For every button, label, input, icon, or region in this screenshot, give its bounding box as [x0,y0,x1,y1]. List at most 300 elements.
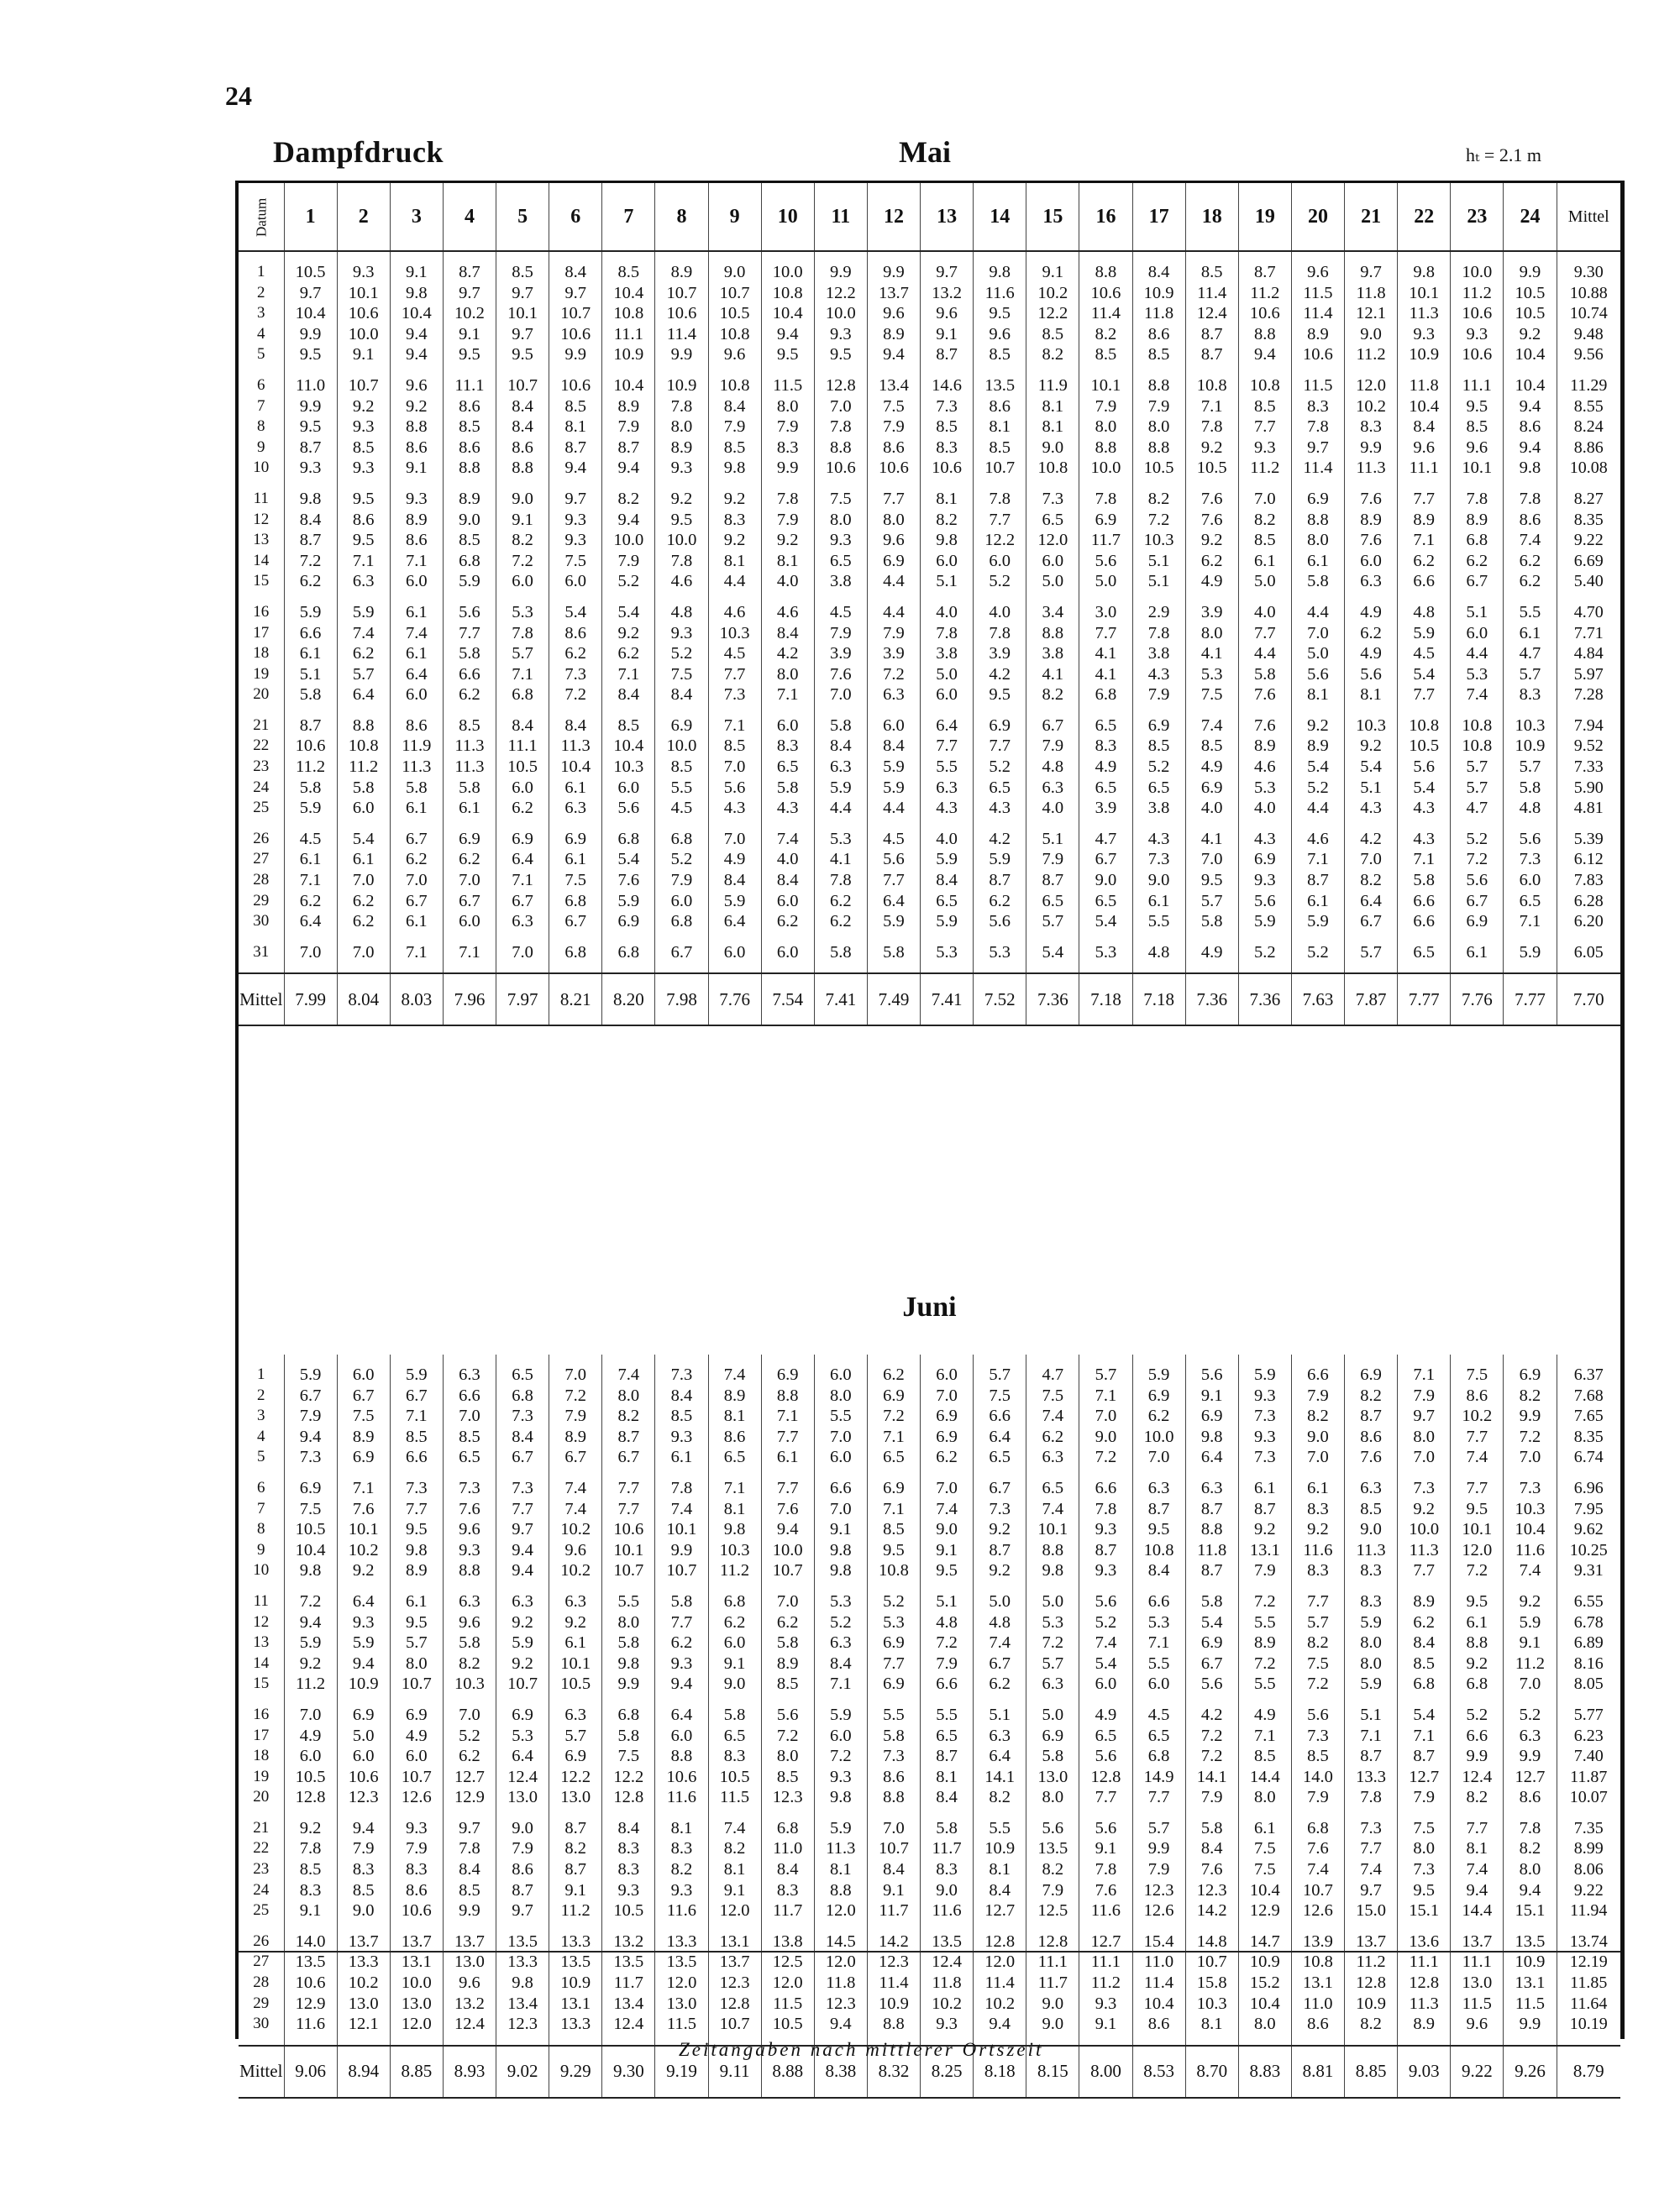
value-cell: 9.9 [655,344,708,365]
value-cell: 7.7 [867,489,920,510]
row-mittel-cell: 9.22 [1573,1880,1604,1900]
value-cell: 13.0 [496,1787,549,1808]
value-cell: 5.8 [708,1705,761,1726]
value-cell: 8.4 [1398,417,1451,438]
value-cell: 6.2 [814,891,867,912]
value-cell: 8.1 [1451,1838,1504,1859]
value-cell: 6.2 [655,1633,708,1654]
value-cell: 11.1 [1451,375,1504,396]
value-cell: 13.7 [337,1932,390,1953]
value-cell: 8.2 [921,510,974,531]
day-cell: 25 [239,798,284,819]
value-cell: 5.9 [602,891,655,912]
value-cell: 6.5 [1026,891,1079,912]
value-cell: 9.2 [337,396,390,417]
value-cell: 11.3 [1345,458,1398,479]
value-cell: 9.3 [549,530,602,551]
value-cell: 5.5 [1238,1674,1291,1695]
spacer-row [239,1695,1620,1705]
value-cell: 8.6 [443,396,496,417]
value-cell: 6.9 [1451,911,1504,932]
hour-header: 14 [974,183,1026,251]
value-cell: 11.1 [1451,1952,1504,1973]
hour-header: 18 [1185,183,1238,251]
day-cell: 27 [239,849,284,870]
row-mittel-cell: 8.35 [1573,510,1604,529]
value-cell: 9.1 [708,1654,761,1675]
value-cell: 4.3 [1132,664,1185,685]
value-cell: 13.5 [496,1932,549,1953]
value-cell: 5.2 [814,1612,867,1633]
value-cell: 8.8 [390,417,443,438]
row-mittel-cell: 8.86 [1573,438,1604,457]
value-cell: 9.6 [1291,262,1344,283]
value-cell: 4.4 [1451,643,1504,664]
value-cell: 4.8 [1504,798,1557,819]
value-cell: 7.0 [337,870,390,891]
value-cell: 8.3 [602,1838,655,1859]
value-cell: 7.7 [1238,417,1291,438]
value-cell: 8.5 [284,1859,337,1880]
table-row [239,417,1620,438]
value-cell: 9.3 [655,458,708,479]
value-cell: 10.1 [337,1519,390,1540]
value-cell: 8.9 [655,262,708,283]
value-cell: 6.8 [761,1818,814,1839]
value-cell: 5.7 [974,1365,1026,1386]
value-cell: 10.8 [1185,375,1238,396]
value-cell: 8.5 [443,1880,496,1901]
value-cell: 6.4 [921,715,974,736]
value-cell: 15.0 [1345,1900,1398,1921]
value-cell: 8.8 [814,1880,867,1901]
value-cell: 9.5 [1451,1591,1504,1612]
value-cell: 7.2 [761,1726,814,1747]
value-cell: 12.0 [761,1973,814,1994]
value-cell: 7.0 [708,829,761,850]
value-cell: 7.5 [814,489,867,510]
value-cell: 9.0 [443,510,496,531]
value-cell: 5.7 [1504,757,1557,778]
value-cell: 5.3 [974,942,1026,963]
table-row [239,778,1620,799]
value-cell: 10.4 [1398,396,1451,417]
value-cell: 3.0 [1079,602,1132,623]
value-cell: 10.6 [284,1973,337,1994]
value-cell: 5.9 [284,602,337,623]
value-cell: 8.5 [708,736,761,757]
value-cell: 6.6 [974,1406,1026,1427]
value-cell: 4.8 [1026,757,1079,778]
value-cell: 6.9 [1504,1365,1557,1386]
value-cell: 7.0 [496,942,549,963]
value-cell: 6.2 [761,911,814,932]
value-cell: 6.2 [1504,571,1557,592]
hour-mittel-cell: 7.49 [867,973,920,1025]
value-cell: 7.1 [284,870,337,891]
value-cell: 6.0 [1451,623,1504,644]
hour-header: 19 [1238,183,1291,251]
value-cell: 6.4 [1185,1447,1238,1468]
day-cell: 3 [239,303,284,324]
hour-mittel-cell: 8.70 [1185,2046,1238,2098]
value-cell: 6.0 [1132,1674,1185,1695]
value-cell: 4.3 [1398,798,1451,819]
value-cell: 13.3 [549,1932,602,1953]
month-title-juni: Juni [902,1292,957,1323]
table-row [239,664,1620,685]
value-cell: 8.7 [549,1818,602,1839]
value-cell: 8.0 [602,1386,655,1407]
value-cell: 8.8 [1079,262,1132,283]
value-cell: 8.0 [761,664,814,685]
value-cell: 10.2 [1451,1406,1504,1427]
value-cell: 13.2 [921,283,974,304]
value-cell: 12.9 [443,1787,496,1808]
value-cell: 10.5 [708,303,761,324]
value-cell: 10.6 [655,1767,708,1788]
value-cell: 4.9 [1185,942,1238,963]
value-cell: 8.3 [708,1746,761,1767]
value-cell: 12.1 [1345,303,1398,324]
value-cell: 7.9 [602,417,655,438]
value-cell: 8.7 [549,438,602,459]
value-cell: 8.7 [443,262,496,283]
row-mittel-cell: 9.30 [1573,263,1604,281]
value-cell: 5.8 [1185,911,1238,932]
value-cell: 9.2 [708,530,761,551]
value-cell: 5.6 [1291,1705,1344,1726]
value-cell: 9.3 [443,1540,496,1561]
value-cell: 9.3 [390,489,443,510]
value-cell: 10.6 [921,458,974,479]
value-cell: 7.1 [1398,530,1451,551]
value-cell: 5.9 [1345,1674,1398,1695]
value-cell: 9.4 [602,458,655,479]
value-cell: 6.5 [1079,778,1132,799]
value-cell: 6.2 [443,684,496,705]
value-cell: 6.2 [1345,623,1398,644]
value-cell: 6.1 [1238,1478,1291,1499]
table-row [239,870,1620,891]
value-cell: 7.0 [1291,1447,1344,1468]
value-cell: 8.0 [867,510,920,531]
value-cell: 7.4 [761,829,814,850]
value-cell: 6.2 [1026,1427,1079,1448]
value-cell: 5.9 [1398,623,1451,644]
value-cell: 8.2 [1504,1838,1557,1859]
value-cell: 8.2 [974,1787,1026,1808]
value-cell: 8.9 [443,489,496,510]
table-row [239,375,1620,396]
value-cell: 6.5 [974,1447,1026,1468]
table-row [239,1519,1620,1540]
value-cell: 10.7 [655,1560,708,1581]
value-cell: 10.9 [1238,1952,1291,1973]
value-cell: 8.2 [655,1859,708,1880]
value-cell: 7.1 [1398,1365,1451,1386]
value-cell: 5.0 [1026,1591,1079,1612]
value-cell: 9.3 [549,510,602,531]
value-cell: 8.2 [1238,510,1291,531]
table-row [239,1880,1620,1901]
value-cell: 10.0 [602,530,655,551]
value-cell: 9.6 [974,324,1026,345]
value-cell: 7.4 [549,1478,602,1499]
value-cell: 7.8 [1504,489,1557,510]
value-cell: 9.4 [284,1427,337,1448]
value-cell: 13.7 [1345,1932,1398,1953]
row-mittel-cell: 11.85 [1570,1974,1608,1993]
value-cell: 8.7 [974,1540,1026,1561]
value-cell: 6.2 [921,1447,974,1468]
value-cell: 6.0 [602,778,655,799]
value-cell: 8.7 [1238,1499,1291,1520]
value-cell: 7.7 [602,1499,655,1520]
value-cell: 7.2 [814,1746,867,1767]
value-cell: 6.5 [708,1447,761,1468]
value-cell: 9.9 [1451,1746,1504,1767]
value-cell: 10.6 [549,375,602,396]
value-cell: 5.1 [1345,778,1398,799]
value-cell: 4.2 [1185,1705,1238,1726]
value-cell: 10.2 [974,1994,1026,2015]
value-cell: 7.0 [1398,1447,1451,1468]
value-cell: 5.2 [1238,942,1291,963]
value-cell: 9.6 [1451,438,1504,459]
row-mittel-cell: 5.77 [1573,1705,1604,1724]
value-cell: 8.0 [1398,1838,1451,1859]
value-cell: 6.1 [390,602,443,623]
value-cell: 5.9 [867,757,920,778]
row-mittel-cell: 5.97 [1573,664,1604,684]
value-cell: 8.3 [761,438,814,459]
hour-mittel-cell: 7.36 [1026,973,1079,1025]
value-cell: 6.9 [443,829,496,850]
value-cell: 4.9 [1185,571,1238,592]
value-cell: 7.1 [337,551,390,572]
value-cell: 8.4 [1132,262,1185,283]
value-cell: 7.4 [708,1818,761,1839]
value-cell: 4.7 [1026,1365,1079,1386]
value-cell: 7.0 [284,942,337,963]
value-cell: 10.2 [549,1519,602,1540]
value-cell: 7.0 [390,870,443,891]
value-cell: 8.7 [1398,1746,1451,1767]
row-mittel-cell: 5.40 [1573,572,1604,591]
value-cell: 14.6 [921,375,974,396]
value-cell: 8.4 [708,870,761,891]
value-cell: 5.9 [1504,942,1557,963]
row-mittel-cell: 8.99 [1573,1839,1604,1858]
value-cell: 9.5 [1398,1880,1451,1901]
value-cell: 6.9 [1026,1726,1079,1747]
month-title-mai: Mai [899,135,951,169]
value-cell: 11.8 [814,1973,867,1994]
value-cell: 9.9 [1132,1838,1185,1859]
value-cell: 6.0 [708,1633,761,1654]
value-cell: 8.4 [443,1859,496,1880]
row-mittel-cell: 8.27 [1573,489,1604,508]
value-cell: 8.9 [1451,510,1504,531]
day-cell: 9 [239,438,284,459]
value-cell: 9.8 [974,262,1026,283]
value-cell: 6.2 [284,571,337,592]
value-cell: 6.2 [761,1612,814,1633]
value-cell: 13.5 [655,1952,708,1973]
juni-table [239,1355,1620,2099]
value-cell: 6.6 [284,623,337,644]
value-cell: 6.0 [761,891,814,912]
value-cell: 9.4 [602,510,655,531]
value-cell: 11.8 [1185,1540,1238,1561]
value-cell: 11.2 [337,757,390,778]
value-cell: 5.9 [1345,1612,1398,1633]
value-cell: 9.0 [1026,1994,1079,2015]
value-cell: 6.0 [337,1746,390,1767]
value-cell: 9.4 [867,344,920,365]
value-cell: 5.4 [337,829,390,850]
value-cell: 4.1 [814,849,867,870]
row-mittel-cell: 8.16 [1573,1654,1604,1673]
value-cell: 7.3 [390,1478,443,1499]
value-cell: 8.1 [708,551,761,572]
value-cell: 5.7 [1451,757,1504,778]
value-cell: 6.2 [443,849,496,870]
value-cell: 8.4 [655,684,708,705]
day-cell: 9 [239,1540,284,1561]
value-cell: 7.9 [284,1406,337,1427]
value-cell: 5.8 [443,1633,496,1654]
table-row [239,1540,1620,1561]
value-cell: 9.2 [1238,1519,1291,1540]
row-mittel-cell: 10.08 [1569,459,1608,478]
value-cell: 13.3 [496,1952,549,1973]
value-cell: 11.8 [921,1973,974,1994]
value-cell: 4.2 [1345,829,1398,850]
value-cell: 11.1 [496,736,549,757]
value-cell: 9.8 [390,1540,443,1561]
value-cell: 4.9 [284,1726,337,1747]
row-mittel-cell: 5.90 [1573,778,1604,797]
value-cell: 10.0 [655,530,708,551]
value-cell: 9.2 [390,396,443,417]
value-cell: 8.6 [496,438,549,459]
value-cell: 4.6 [761,602,814,623]
value-cell: 6.1 [337,849,390,870]
value-cell: 4.9 [1079,1705,1132,1726]
value-cell: 10.3 [708,1540,761,1561]
hour-header: 4 [443,183,496,251]
value-cell: 8.4 [814,736,867,757]
row-mittel-cell: 10.07 [1569,1788,1608,1807]
value-cell: 4.9 [1345,602,1398,623]
value-cell: 8.7 [921,344,974,365]
value-cell: 10.2 [337,1973,390,1994]
value-cell: 5.9 [284,1365,337,1386]
table-row [239,757,1620,778]
value-cell: 11.5 [1291,375,1344,396]
value-cell: 11.8 [1345,283,1398,304]
value-cell: 8.3 [921,1859,974,1880]
value-cell: 9.1 [708,1880,761,1901]
value-cell: 5.8 [1398,870,1451,891]
value-cell: 7.8 [1345,1787,1398,1808]
value-cell: 6.4 [867,891,920,912]
value-cell: 3.8 [921,643,974,664]
value-cell: 9.3 [814,324,867,345]
value-cell: 5.7 [549,1726,602,1747]
table-row [239,602,1620,623]
value-cell: 7.8 [1291,417,1344,438]
day-cell: 19 [239,664,284,685]
value-cell: 6.3 [1132,1478,1185,1499]
day-cell: 20 [239,1787,284,1808]
value-cell: 6.9 [1185,1633,1238,1654]
value-cell: 13.5 [921,1932,974,1953]
value-cell: 7.9 [1185,1787,1238,1808]
value-cell: 9.2 [496,1654,549,1675]
value-cell: 7.7 [1451,1818,1504,1839]
value-cell: 8.2 [1132,489,1185,510]
value-cell: 7.5 [1451,1365,1504,1386]
value-cell: 7.9 [1026,736,1079,757]
value-cell: 7.6 [1291,1838,1344,1859]
value-cell: 7.1 [761,684,814,705]
value-cell: 5.2 [1132,757,1185,778]
value-cell: 11.7 [921,1838,974,1859]
value-cell: 4.8 [1132,942,1185,963]
table-row [239,1726,1620,1747]
value-cell: 14.1 [974,1767,1026,1788]
value-cell: 8.8 [1079,438,1132,459]
value-cell: 9.3 [1238,438,1291,459]
value-cell: 8.7 [284,530,337,551]
value-cell: 4.0 [1238,602,1291,623]
value-cell: 13.0 [443,1952,496,1973]
value-cell: 7.9 [708,417,761,438]
row-mittel-cell: 6.78 [1573,1612,1604,1632]
value-cell: 10.2 [1026,283,1079,304]
value-cell: 6.9 [761,1365,814,1386]
value-cell: 7.3 [443,1478,496,1499]
value-cell: 9.8 [390,283,443,304]
table-row [239,1427,1620,1448]
value-cell: 8.1 [655,1818,708,1839]
spacer-row [239,932,1620,942]
table-row [239,324,1620,345]
value-cell: 9.3 [1238,1427,1291,1448]
value-cell: 5.9 [443,571,496,592]
value-cell: 10.5 [284,1519,337,1540]
value-cell: 6.3 [1026,778,1079,799]
value-cell: 9.2 [1398,1499,1451,1520]
row-mittel-cell: 13.74 [1569,1932,1608,1951]
value-cell: 10.0 [1451,262,1504,283]
value-cell: 7.0 [814,684,867,705]
value-cell: 6.7 [1079,849,1132,870]
value-cell: 6.9 [390,1705,443,1726]
hour-mittel-cell: 9.06 [284,2046,337,2098]
value-cell: 6.5 [921,891,974,912]
value-cell: 6.2 [1398,551,1451,572]
value-cell: 8.8 [814,438,867,459]
table-row [239,1994,1620,2015]
value-cell: 8.1 [921,489,974,510]
value-cell: 8.8 [1291,510,1344,531]
value-cell: 11.6 [1291,1540,1344,1561]
value-cell: 10.6 [655,303,708,324]
